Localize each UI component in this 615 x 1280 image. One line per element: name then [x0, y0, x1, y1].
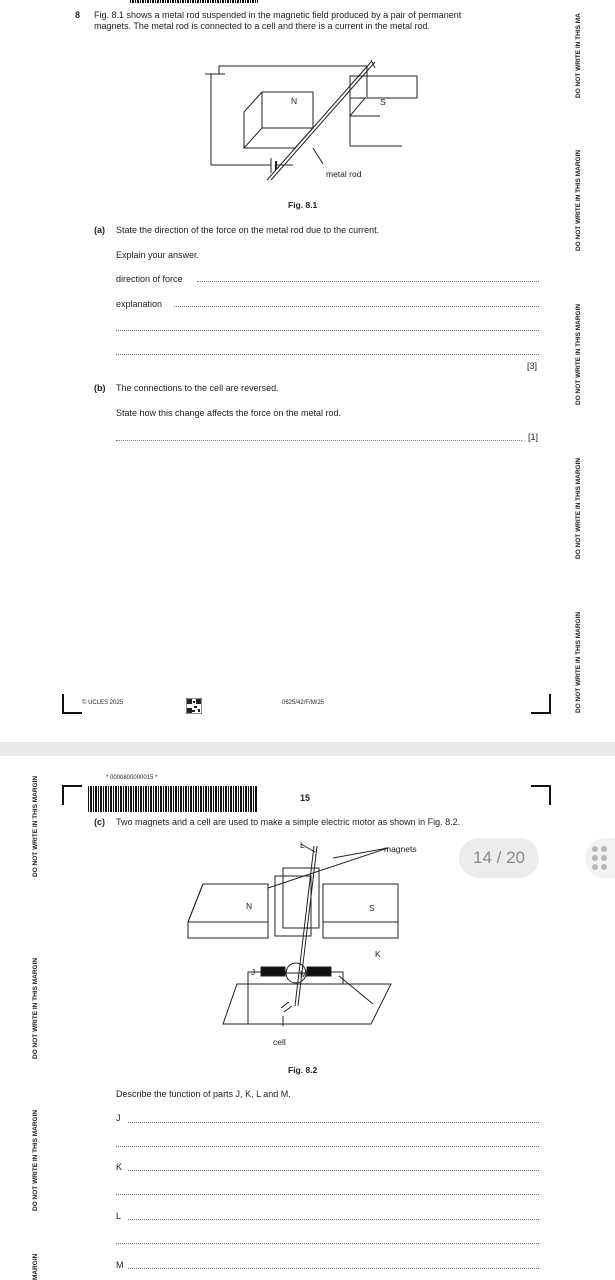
document-page-15 — [0, 756, 615, 1280]
margin-warning-4: DO NOT WRITE IN THIS MARGIN — [575, 457, 582, 559]
fig2-label-cell: cell — [273, 1037, 286, 1047]
margin-warning-left-4: MARGIN — [32, 1253, 39, 1280]
question-intro-line-1: Fig. 8.1 shows a metal rod suspended in the magnetic field produced by a pair of permanent — [94, 10, 462, 20]
page-number: 15 — [300, 793, 311, 803]
fig1-caption: Fig. 8.1 — [288, 200, 318, 210]
answer-line-m-1[interactable] — [128, 1268, 539, 1269]
fig2-label-k: K — [375, 949, 381, 959]
page-indicator: 14 / 20 — [459, 838, 539, 878]
margin-warning-2: DO NOT WRITE IN THIS MARGIN — [575, 149, 582, 251]
part-a-label: (a) — [94, 225, 105, 235]
part-c-question: Two magnets and a cell are used to make a simple electric motor as shown in Fig. 8.2. — [116, 817, 461, 827]
figure-8-1-diagram — [195, 52, 435, 187]
fig1-label-n: N — [291, 96, 298, 106]
answer-label-j: J — [116, 1113, 121, 1123]
corner-mark-bottom-left — [62, 694, 82, 714]
part-a-question: State the direction of the force on the metal rod due to the current. — [116, 225, 380, 235]
fig2-caption: Fig. 8.2 — [288, 1065, 318, 1075]
question-intro-line-2: magnets. The metal rod is connected to a cell and there is a current in the metal rod. — [94, 21, 431, 31]
part-c-label: (c) — [94, 817, 105, 827]
part-b-statement: The connections to the cell are reversed. — [116, 383, 279, 393]
figure-8-2-diagram — [183, 836, 413, 1036]
answer-label-l: L — [116, 1211, 122, 1221]
footer-copyright: © UCLES 2025 — [82, 700, 124, 706]
corner-mark-top-left — [62, 785, 82, 805]
fig1-label-s: S — [380, 97, 386, 107]
part-b-question: State how this change affects the force on the metal rod. — [116, 408, 341, 418]
direction-of-force-label: direction of force — [116, 274, 183, 284]
margin-warning-1: DO NOT WRITE IN THIS MA — [575, 13, 582, 98]
answer-line-k-1[interactable] — [128, 1170, 539, 1171]
part-b-marks: [1] — [528, 432, 539, 442]
part-a-explain: Explain your answer. — [116, 250, 200, 260]
answer-line-l-2[interactable] — [116, 1243, 539, 1244]
answer-label-k: K — [116, 1162, 123, 1172]
part-a-marks: [3] — [527, 361, 538, 371]
page-barcode — [88, 786, 258, 812]
fig2-label-n: N — [246, 901, 253, 911]
fig2-label-magnets: magnets — [384, 844, 417, 854]
margin-warning-left-1: DO NOT WRITE IN THIS MARGIN — [32, 775, 39, 877]
barcode-number: * 0000800000015 * — [106, 775, 158, 781]
answer-line-k-2[interactable] — [116, 1194, 539, 1195]
direction-answer-line[interactable] — [197, 281, 539, 282]
answer-label-m: M — [116, 1260, 124, 1270]
fig2-label-j: J — [251, 967, 256, 977]
corner-mark-top-right — [531, 785, 551, 805]
margin-warning-3: DO NOT WRITE IN THIS MARGIN — [575, 303, 582, 405]
margin-warning-left-2: DO NOT WRITE IN THIS MARGIN — [32, 957, 39, 1059]
question-number: 8 — [75, 10, 81, 20]
explanation-label: explanation — [116, 299, 163, 309]
explanation-answer-line-3[interactable] — [116, 354, 539, 355]
answer-line-l-1[interactable] — [128, 1219, 539, 1220]
footer-paper-code: 0625/42/F/M/25 — [282, 700, 325, 706]
fig2-label-l: L — [300, 840, 305, 850]
describe-instruction: Describe the function of parts J, K, L and M. — [116, 1089, 291, 1099]
margin-warning-left-3: DO NOT WRITE IN THIS MARGIN — [32, 1109, 39, 1211]
answer-line-j-1[interactable] — [128, 1122, 539, 1123]
top-barcode-fragment — [130, 0, 258, 3]
footer-qr-code — [186, 698, 202, 714]
corner-mark-bottom-right — [531, 694, 551, 714]
fig2-label-s: S — [369, 903, 375, 913]
explanation-answer-line-1[interactable] — [174, 306, 539, 307]
fig2-label-m: M — [300, 969, 308, 979]
answer-line-j-2[interactable] — [116, 1146, 539, 1147]
part-b-label: (b) — [94, 383, 106, 393]
explanation-answer-line-2[interactable] — [116, 330, 539, 331]
fig1-label-metal-rod: metal rod — [326, 169, 362, 179]
margin-warning-5: DO NOT WRITE IN THIS MARGIN — [575, 611, 582, 713]
part-b-answer-line[interactable] — [116, 440, 522, 441]
